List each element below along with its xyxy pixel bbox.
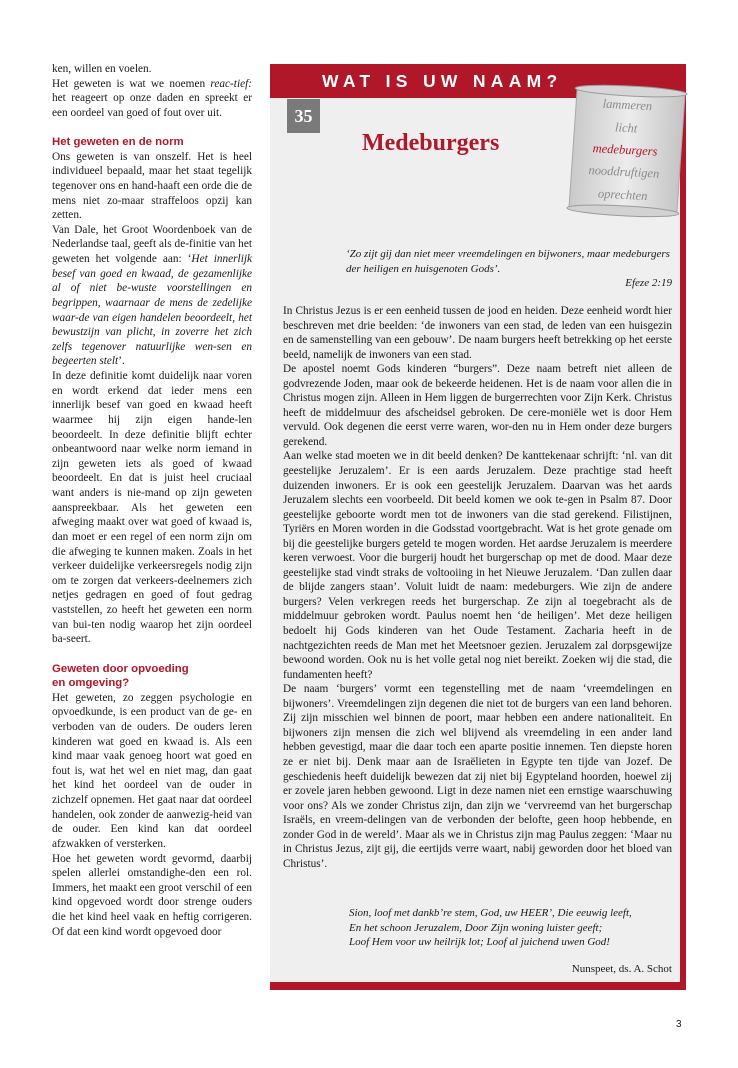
scroll-icon [563, 81, 694, 221]
banner-title: WAT IS UW NAAM? [322, 71, 563, 91]
body-paragraph-1: In Christus Jezus is er een eenheid tussen de jood en heiden. Deze eenheid wordt hier beschreven met drie beelden: ‘de inwoners van een stad, de leden van een huisgezin en de samenstelling van een gebouw’. De naam burgers heeft betrekking op het eerste beeld, namelijk de inwoners van een stad. [283, 305, 672, 361]
body-paragraph-4: De naam ‘burgers’ vormt een tegenstelling met de naam ‘vreemdelingen en bijwoners’. Vreemdelingen zijn degenen die niet tot de burgers van een land behoren. Zij zijn misschien wel binnen de poort, maar hebben een andere nationaliteit. En bijwoners zijn mensen die zich wel blijvend als vreemdeling in een ander land hebben gevestigd, maar die daar toch een aparte positie innemen. Ten diepste horen ze er niet bij. Denk maar aan de Israëlieten in Egypte ten tijde van Jozef. De geschiedenis heeft duidelijk bewezen dat zij niet bij Egypteland hoorden, hoewel zij er zovele jaren hebben gewoond. Ligt in deze namen niet een ernstige waarschuwing voor ons? Als we zonder Christus zijn, dan zijn we ‘vervreemd van het burgerschap Israëls, en vreem-delingen van de verbonden der belofte, geen hoop hebbende, en zonder God in de wereld’. Maar als we in Christus zijn mag Paulus zeggen: ‘Maar nu in Christus Jezus, zijt gij, die eertijds verre waart, nabij geworden door het bloed van Christus’. [283, 683, 672, 870]
box-shadow-bottom [270, 982, 686, 990]
poem-line-1: Sion, loof met dankb’re stem, God, uw HEER’, Die eeuwig leeft, [349, 907, 632, 919]
left-paragraph-6: Hoe het geweten wordt gevormd, daarbij spelen allerlei omstandighe-den een rol. Immers, het maakt een groot verschil of een kind opgevoed wordt door strenge ouders die het kind heel vaak en heftig corrigeren. Of dat een kind wordt opgevoed door [52, 852, 252, 938]
van-dale-definition: Het innerlijk besef van goed en kwaad, de gezamenlijke al of niet be-wuste voorstellingen en begrippen, waarnaar de mens de zedelijke waar-de van eigen handelen beoordeelt, het bewustzijn van plicht, in zoverre het zich zelfs tegenover natuurlijke wen-sen en begeerten stelt [52, 253, 252, 368]
quote-reference: Efeze 2:19 [625, 277, 672, 289]
heading-opvoeding-line2: en omgeving? [52, 677, 130, 690]
poem-line-2: En het schoon Jeruzalem, Door Zijn woning luister geeft; [349, 921, 603, 934]
scroll-word-2: licht [614, 120, 638, 136]
scroll-word-3: medeburgers [592, 141, 658, 159]
box-shadow-right [680, 98, 686, 990]
left-column [52, 62, 252, 939]
signature: Nunspeet, ds. A. Schot [571, 963, 672, 975]
bible-quote [346, 247, 672, 291]
heading-opvoeding-line1: Geweten door opvoeding [52, 662, 189, 675]
scroll-word-1: lammeren [602, 96, 653, 114]
article-body [283, 304, 672, 871]
number-badge: 35 [287, 99, 320, 133]
scroll-word-5: oprechten [597, 186, 648, 204]
left-paragraph-4: In deze definitie komt duidelijk naar voren en wordt erkend dat ieder mens een innerlijk besef van goed en kwaad heeft waarmee hij zijn eigen hande-len beoordeelt. In deze definitie blijft echter onbeantwoord naar welke norm iemand in zijn geweten iets als goed of kwaad beoordeelt. En dat is juist heel cruciaal want anders is nie-mand op zijn geweten aanspreekbaar. Als het geweten een afweging maakt over wat goed of kwaad is, dan moet er een regel of een norm zijn om die afweging te kunnen maken. Zoals in het verkeer duidelijke verkeersregels nodig zijn om te zorgen dat verkeers-deelnemers zich netjes gedragen en goed of fout gedrag vaststellen, zo heeft het geweten een norm van bui-ten nodig waarop het zijn oordeel ba-seert. [52, 370, 252, 646]
body-paragraph-3: Aan welke stad moeten we in dit beeld denken? De kanttekenaar schrijft: ‘nl. van dit geestelijke Jeruzalem’. Er is een aards Jeruzalem. Deze prachtige stad heeft duizenden inwoners. Er is ook een geestelijk Jeruzalem. Daarvan was het aards Jeruzalem slechts een voorbeeld. Dit beeld komen we ook te-gen in Psalm 87. Door geestelijke geboorte wordt men tot de inwoners van die stad gerekend. Filistijnen, Tyriërs en Moren worden in die Godsstad voortgebracht. Wat is het grote genade om bij die geestelijke burgers geteld te mogen worden. Het aardse Jeruzalem is meerdere keren verwoest. Voor die burgerij houdt het burgerschap op met de dood. Maar deze geestelijke stad vindt straks de voltooiing in het Nieuwe Jeruzalem. ‘Dan zullen daar de blijde zangers staan’. Voluit luidt de naam: medeburgers. Wie zijn de andere burgers? Velen verkregen reeds het burgerschap. Ze zijn al toegebracht als de middelmuur gebroken wordt. Paulus noemt hen ‘de heiligen’. Met deze heiligen bedoelt hij Gods kinderen van het Oude Testament. Zacharia heeft in de nachtgezichten reeds de Man met het Meetsnoer gezien. Jeruzalem zal dorpsgewijze bewoond worden. Ook nu is het volle getal nog niet bereikt. Zoeken wij die stad, die fundamenten heeft? [283, 450, 672, 681]
left-paragraph-2: Ons geweten is van onszelf. Het is heel individueel bepaald, maar het staat tegelijk tegenover ons en hand-haaft een orde die de mens niet zo-maar straffeloos opzij kan zetten. [52, 150, 252, 222]
article-title: Medeburgers [362, 130, 500, 156]
body-paragraph-2: De apostel noemt Gods kinderen “burgers”. Deze naam betreft niet alleen de godvrezende Joden, maar ook de bekeerde heidenen. Het is de naam voor allen die in Christus mogen zijn. Alleen in Hem liggen de burgerrechten voor Zijn Kerk. Christus heeft de middelmuur des afscheidsel gebroken. De cere-moniële wet is door Hem vervuld. Ook degenen die eerst verre waren, wor-den nu in Hem onder deze burgers gerekend. [283, 363, 672, 448]
left-paragraph-3: Van Dale, het Groot Woordenboek van de Nederlandse taal, geeft als de-finitie van het geweten het volgende aan: ‘Het innerlijk besef van goed en kwaad, de gezamenlijke al of niet be-wuste voorstellingen en begrippen, waarnaar de mens de zedelijke waar-de van eigen handelen beoordeelt, het bewustzijn van plicht, in zoverre het zich zelfs tegenover natuurlijke wen-sen en begeerten stelt’. [52, 223, 252, 368]
quote-text: ‘Zo zijt gij dan niet meer vreemdelingen en bijwoners, maar medeburgers der heiligen en huisgenoten Gods’. [346, 248, 670, 275]
left-paragraph-5: Het geweten, zo zeggen psychologie en opvoedkunde, is een product van de ge- en verboden van de ouders. De ouders leren kinderen wat goed en kwaad is. Als een kind maar vaak genoeg hoort wat goed en fout is, wat het wel en niet mag, dan gaat het kind het oordeel van de ouder in zichzelf opnemen. Het gaat naar dat oordeel handelen, ook zonder de aanwezig-heid van de ouder. Een kind kan dat oordeel afzwakken of versterken. [52, 691, 252, 850]
heading-geweten-norm: Het geweten en de norm [52, 136, 184, 149]
left-paragraph-1: Het geweten is wat we noemen reac-tief: het reageert op onze daden en spreekt er een oordeel van goed of fout over uit. [52, 77, 252, 119]
left-intro: ken, willen en voelen. [52, 63, 152, 75]
poem-line-3: Loof Hem voor uw heilrijk lot; Loof al juichend uwen God! [349, 936, 610, 948]
scroll-word-4: nooddruftigen [588, 162, 660, 181]
page-number: 3 [676, 1019, 682, 1030]
psalm-verse [349, 906, 679, 950]
